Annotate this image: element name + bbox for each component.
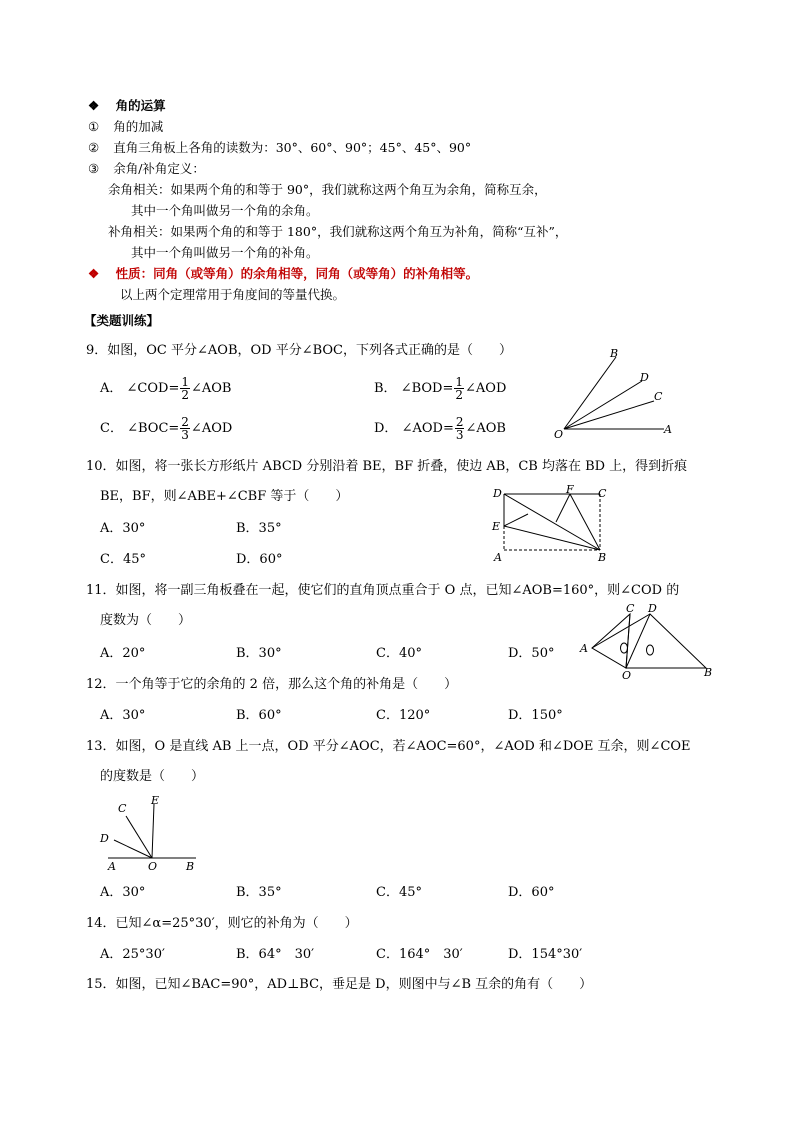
label-e: E [151,794,160,807]
diamond-bullet-icon: ❖ [88,98,100,113]
label-d: D [493,487,502,500]
q14-option-c: C．164° 30′ [376,947,463,962]
q11-triangles-figure [574,602,718,682]
q11-option-c: C．40° [376,646,422,661]
label-a: A [580,642,588,655]
q10-option-c: C．45° [100,552,146,567]
label-o: O [554,428,564,441]
label-a: A [494,551,502,564]
q9-angle-figure [550,345,680,445]
complement-definition-cont: 其中一个角叫做另一个角的余角。 [131,203,319,218]
q10-option-d: D．60° [236,552,283,567]
question-15-stem: 15．如图，已知∠BAC=90°，AD⊥BC，垂足是 D，则图中与∠B 互余的角有（ ） [86,977,593,992]
q11-option-b: B．30° [236,646,282,661]
q13-option-b: B．35° [236,885,282,900]
heading-row [88,98,166,114]
q9-option-c: C． ∠BOC= $\frac{2}{3}$ ∠AOD [100,415,233,442]
q14-option-a: A．25°30′ [100,947,165,962]
property-row [88,266,478,282]
label-c: C [654,390,663,403]
q12-option-b: B．60° [236,708,282,723]
label-d: D [648,602,657,615]
q12-option-a: A．30° [100,708,146,723]
label-b: B [610,347,619,360]
complement-definition: 余角相关：如果两个角的和等于 90°，我们就称这两个角互为余角，简称互余， [108,182,547,197]
question-11-stem-line1: 11．如图，将一副三角板叠在一起，使它们的直角顶点重合于 O 点，已知∠AOB=160°，则∠COD 的 [86,583,680,598]
label-f: F [566,483,574,496]
section-heading: 角的运算 [115,98,166,113]
section-title: 【类题训练】 [84,313,160,328]
question-9-stem: 9．如图，OC 平分∠AOB，OD 平分∠BOC，下列各式正确的是（ ） [86,343,513,358]
label-c: C [626,602,635,615]
q9-option-a: A． ∠COD= $\frac{1}{2}$ ∠AOB [100,375,232,402]
question-13-stem-line1: 13．如图，O 是直线 AB 上一点，OD 平分∠AOC，若∠AOC=60°，∠AOD 和∠DOE 互余，则∠COE [86,739,691,754]
question-14-stem: 14．已知∠α=25°30′，则它的补角为（ ） [86,916,358,931]
question-11-stem-line2: 度数为（ ） [100,613,192,628]
label-c: C [598,487,607,500]
supplement-definition: 补角相关：如果两个角的和等于 180°，我们就称这两个角互为补角，简称“互补”， [108,224,568,239]
q10-option-a: A．30° [100,521,146,536]
list-item: ① 角的加减 [88,119,164,134]
q9-option-b: B． ∠BOD= $\frac{1}{2}$ ∠AOD [374,375,507,402]
label-d: D [100,832,109,845]
label-o: O [148,860,158,873]
q13-option-c: C．45° [376,885,422,900]
label-c: C [118,802,127,815]
q9-option-d: D． ∠AOD= $\frac{2}{3}$ ∠AOB [374,415,506,442]
label-e: E [492,520,501,533]
supplement-definition-cont: 其中一个角叫做另一个角的补角。 [131,245,319,260]
list-item: ③ 余角/补角定义： [88,161,205,176]
q13-option-a: A．30° [100,885,146,900]
q12-option-c: C．120° [376,708,431,723]
question-10-stem-line1: 10．如图，将一张长方形纸片 ABCD 分别沿着 BE，BF 折叠，使边 AB，CB 均落在 BD 上，得到折痕 [86,459,688,474]
label-o: O [622,669,632,682]
question-12-stem: 12．一个角等于它的余角的 2 倍，那么这个角的补角是（ ） [86,677,458,692]
q14-option-b: B．64° 30′ [236,947,315,962]
label-d: D [640,371,649,384]
label-a: A [664,423,672,436]
label-a: A [108,860,116,873]
property-text: 性质：同角（或等角）的余角相等，同角（或等角）的补角相等。 [115,266,479,281]
q11-option-d: D．50° [508,646,555,661]
q11-option-a: A．20° [100,646,146,661]
list-item: ② 直角三角板上各角的读数为：30°、60°、90°；45°、45°、90° [88,140,472,155]
label-b: B [186,860,195,873]
q14-option-d: D．154°30′ [508,947,583,962]
q13-angle-figure [96,792,206,872]
label-b: B [598,551,607,564]
q12-option-d: D．150° [508,708,563,723]
question-10-stem-line2: BE，BF，则∠ABE+∠CBF 等于（ ） [100,489,349,504]
q10-folding-figure [488,484,618,568]
property-note: 以上两个定理常用于角度间的等量代换。 [120,287,346,302]
diamond-bullet-icon: ❖ [88,266,100,281]
q13-option-d: D．60° [508,885,555,900]
label-b: B [704,666,713,679]
q10-option-b: B．35° [236,521,282,536]
question-13-stem-line2: 的度数是（ ） [100,769,205,784]
